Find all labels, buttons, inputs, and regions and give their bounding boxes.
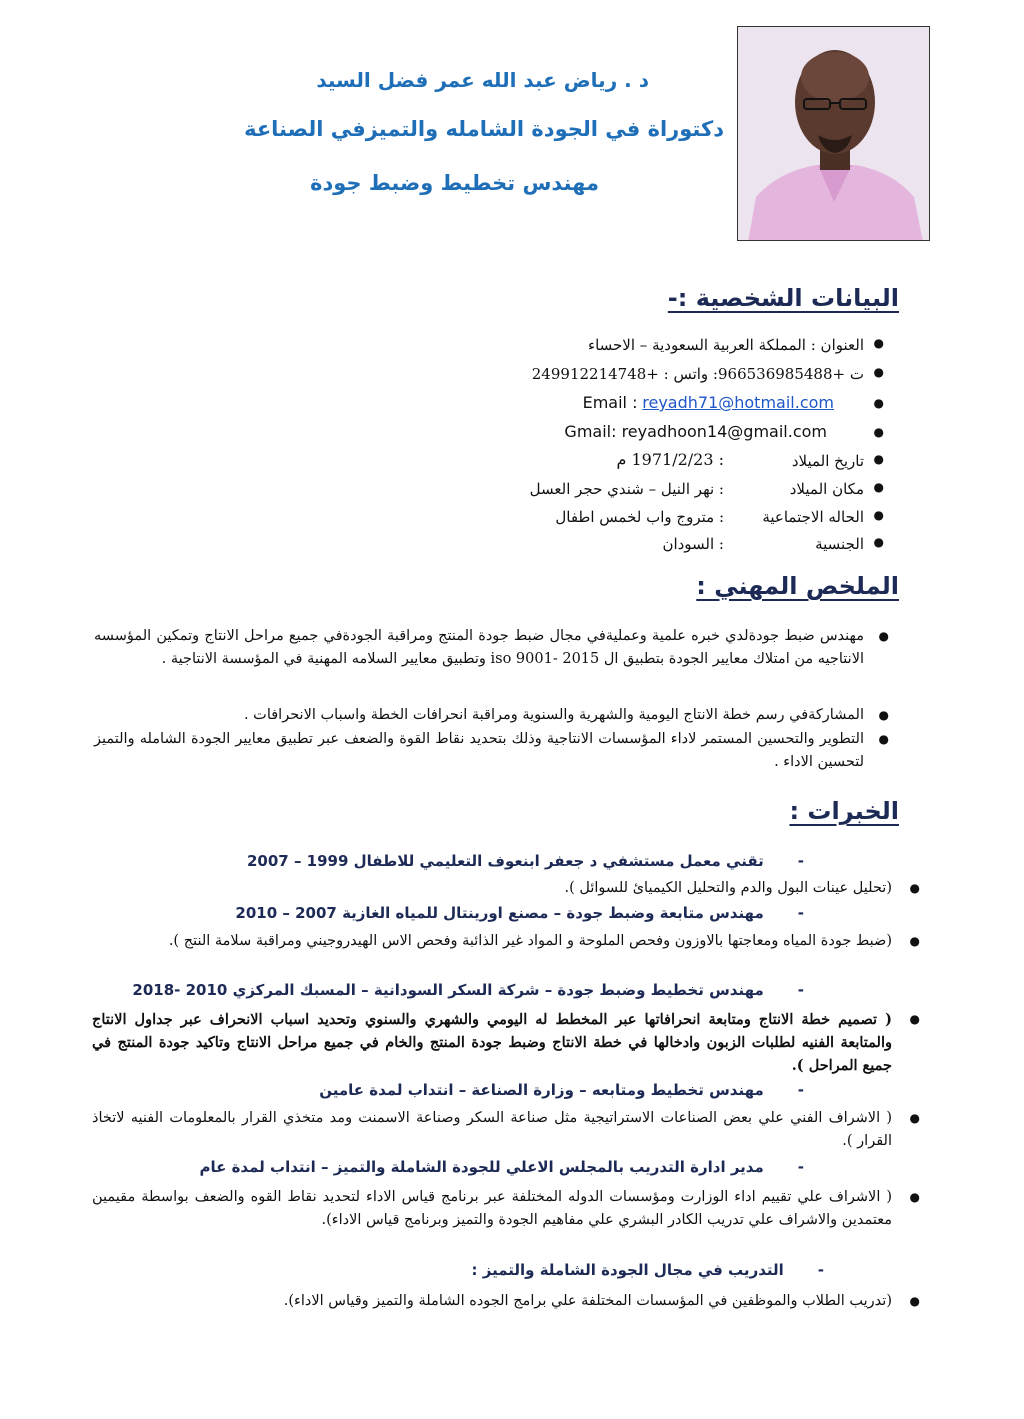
job-title-line: مهندس تخطيط وضبط جودة xyxy=(310,171,599,195)
job-description: ● (ضبط جودة المياه ومعاجتها بالاوزون وفحص الملوحة و المواد غير الذائبة وفحص الاس الهيدروجيني ومراقبة سلامة النتج ). xyxy=(92,930,892,953)
experience-heading: الخبرات : xyxy=(789,797,899,825)
gmail-row: Gmail: reyadhoon14@gmail.com xyxy=(564,422,827,441)
job-description: ● ( تصميم خطة الانتاج ومتابعة انحرافاتها عبر المخطط له اليومي والشهري والسنوي وتحديد اسباب الانحراف عبر جداول الانتاج والمتابعة الفنيه لطلبات الزبون وادخالها في خطة الانتاج وضبط جودة المنتج والخام في جميع مراحل الانتاج وتاكيد جودة المنتج في جميع المراحل ). xyxy=(92,1008,892,1077)
pob-value: : نهر النيل – شندي حجر العسل xyxy=(529,480,724,498)
job-description: ● (تحليل عينات البول والدم والتحليل الكيميائ للسوائل ). xyxy=(92,877,892,900)
degree-line: دكتوراة في الجودة الشامله والتميزفي الصناعة xyxy=(244,117,724,141)
bullet-icon: ● xyxy=(909,934,920,948)
job-title: -التدريب في مجال الجودة الشاملة والتميز : xyxy=(471,1261,824,1279)
job-title: -مدير ادارة التدريب بالمجلس الاعلي للجودة الشاملة والتميز – انتداب لمدة عام xyxy=(199,1158,804,1176)
bullet-icon: ● xyxy=(873,480,884,494)
nationality-row: ● الجنسية xyxy=(815,535,884,553)
email-row: Email : reyadh71@hotmail.com xyxy=(582,393,834,412)
bullet-icon: ● xyxy=(873,396,884,410)
bullet-icon: ● xyxy=(873,508,884,522)
marital-value: : متروج واب لخمس اطفال xyxy=(555,508,724,526)
job-description: ● ( الاشراف الفني علي بعض الصناعات الاستراتيجية مثل صناعة السكر وصناعة الاسمنت ومد متخذي القرار بالمعلومات الفنيه لاتخاذ القرار ). xyxy=(92,1107,892,1153)
job-description: ● (تدريب الطلاب والموظفين في المؤسسات المختلفة علي برامج الجوده الشاملة والتميز وقياس الاداء). xyxy=(92,1290,892,1313)
bullet-icon: ● xyxy=(873,336,884,350)
summary-item: ● المشاركةفي رسم خطة الانتاج اليومية والشهرية والسنوية ومراقبة انحرافات الخطة واسباب الانحرافات . xyxy=(94,704,864,727)
job-title: -مهندس تخطيط وضبط جودة – شركة السكر السودانية – المسبك المركزي 2010 -2018 xyxy=(132,981,804,999)
job-title: -مهندس متابعة وضبط جودة – مصنع اورينتال للمياه الغازية 2007 – 2010 xyxy=(235,904,804,922)
portrait-photo xyxy=(737,26,930,241)
bullet-icon: ● xyxy=(909,881,920,895)
person-name: د . رياض عبد الله عمر فضل السيد xyxy=(316,68,649,92)
bullet-icon: ● xyxy=(878,708,889,722)
dob-row: ● تاريخ الميلاد xyxy=(791,452,884,470)
bullet-icon: ● xyxy=(909,1012,920,1026)
bullet-icon: ● xyxy=(873,452,884,466)
bullet-icon: ● xyxy=(909,1111,920,1125)
job-description: ● ( الاشراف علي تقييم اداء الوزارت ومؤسسات الدوله المختلفة عبر برنامج قياس الاداء لتحديد نقاط القوه والضعف بواسطة مقيمين معتمدين والاشراف علي تدريب الكادر البشري علي مفاهيم الجودة والتميز وبرنامج قياس الاداء). xyxy=(92,1186,892,1232)
phone-row: ● ت +966536985488: واتس : +249912214748 xyxy=(531,365,884,383)
portrait-icon xyxy=(738,27,930,241)
pob-row: ● مكان الميلاد xyxy=(789,480,884,498)
summary-item: ● مهندس ضبط جودةلدي خبره علمية وعمليةفي مجال ضبط جودة المنتج ومراقبة الجودةفي جميع مراحل الانتاج وتمكين المؤسسه الانتاجيه من امتلاك معايير الجودة بتطبيق ال iso 9001- 2015 وتطبيق معايير السلامه المهنية في المؤسسة الانتاجية . xyxy=(94,625,864,671)
bullet-icon: ● xyxy=(909,1190,920,1204)
address-row: ● العنوان : المملكة العربية السعودية – الاحساء xyxy=(588,336,884,354)
bullet-icon: ● xyxy=(873,365,884,379)
job-title: -مهندس تخطيط ومتابعه – وزارة الصناعة – انتداب لمدة عامين xyxy=(319,1081,804,1099)
summary-item: ● التطوير والتحسين المستمر لاداء المؤسسات الانتاجية وذلك بتحديد نقاط القوة والضعف عبر تطبيق معايير الجودة الشامله والتميز لتحسين الاداء . xyxy=(94,728,864,774)
marital-row: ● الحاله الاجتماعية xyxy=(762,508,884,526)
job-title: -تقني معمل مستشفي د جعفر ابنعوف التعليمي للاطفال 1999 – 2007 xyxy=(246,852,804,870)
nationality-value: : السودان xyxy=(662,535,724,553)
bullet-icon: ● xyxy=(878,732,889,746)
bullet-icon: ● xyxy=(873,425,884,439)
bullet-icon: ● xyxy=(909,1294,920,1308)
email-link[interactable]: reyadh71@hotmail.com xyxy=(642,393,834,412)
personal-heading: البيانات الشخصية :- xyxy=(667,284,899,312)
bullet-icon: ● xyxy=(873,535,884,549)
bullet-icon: ● xyxy=(878,629,889,643)
dob-value: : 1971/2/23 م xyxy=(616,450,724,469)
summary-heading: الملخص المهني : xyxy=(696,572,899,600)
